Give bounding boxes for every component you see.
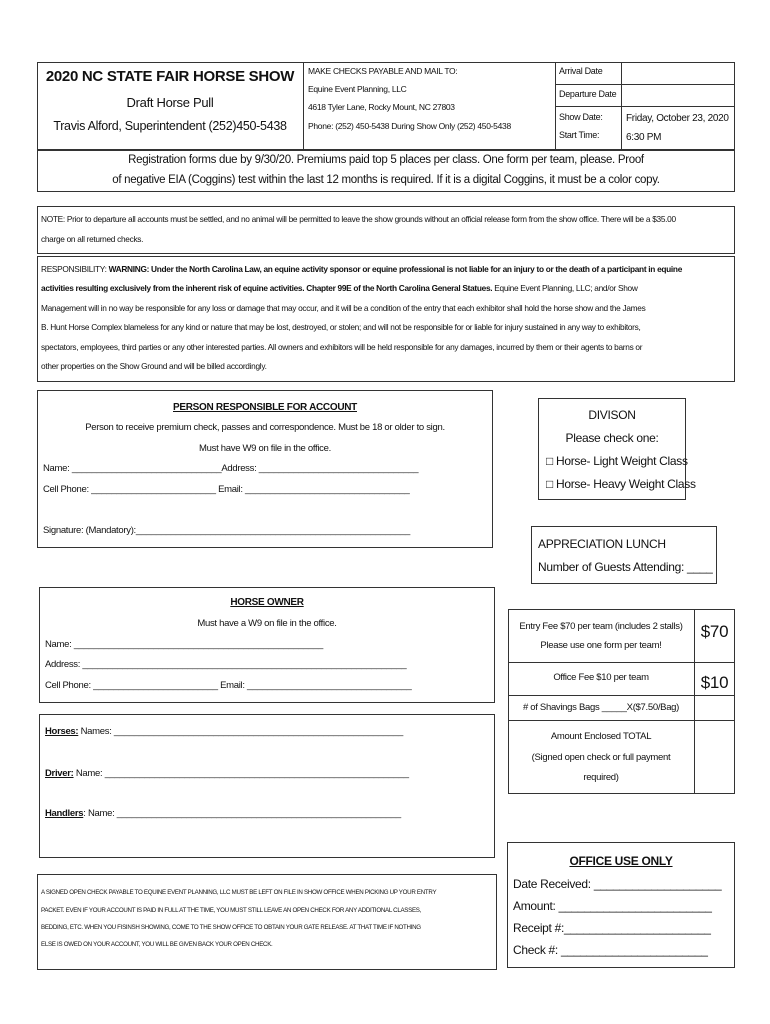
- event-name: Draft Horse Pull: [126, 95, 214, 110]
- page-title: 2020 NC STATE FAIR HORSE SHOW: [45, 68, 295, 85]
- open-check-line-3: BEDDING, ETC. WHEN YOU FISINSH SHOWING, COME TO THE SHOW OFFICE TO OBTAIN YOUR GATE RELEASE. AT THAT TIME IF NOTHING: [41, 924, 421, 931]
- person-responsible-line-2: Must have W9 on file in the office.: [199, 443, 331, 454]
- fees-row-2: [508, 695, 735, 696]
- responsibility-line-6: other properties on the Show Ground and will be billed accordingly.: [41, 361, 267, 371]
- payee: Equine Event Planning, LLC: [308, 84, 407, 94]
- responsibility-line-5: spectators, employees, third parties or any other interested parties. All owners and exhibitors will be held responsible for any damages, incurred by them or their agents to barns or: [41, 342, 643, 352]
- responsibility-line-2-rest: Equine Event Planning, LLC; and/or Show: [492, 283, 638, 293]
- account-signature-field[interactable]: Signature: (Mandatory):_______________________________________________________: [43, 525, 410, 536]
- responsibility-prefix: RESPONSIBILITY:: [41, 264, 109, 274]
- shavings-field[interactable]: # of Shavings Bags _____X($7.50/Bag): [522, 702, 680, 713]
- date-received-field[interactable]: Date Received: ____________________: [513, 877, 722, 891]
- division-light-weight-checkbox[interactable]: □ Horse- Light Weight Class: [546, 454, 688, 468]
- open-check-line-4: ELSE IS OWED ON YOUR ACCOUNT, YOU WILL BE GIVEN BACK YOUR OPEN CHECK.: [41, 941, 273, 948]
- registration-line-1: Registration forms due by 9/30/20. Premiums paid top 5 places per class. One form per team, please. Proof: [128, 154, 644, 166]
- account-phone-email-field[interactable]: Cell Phone: _________________________ Email: _________________________________: [43, 484, 410, 495]
- warning-text-2: activities resulting exclusively from the inherent risk of equine activities. Chapter 99E of the North Carolina General Statues.: [41, 283, 493, 293]
- check-number-field[interactable]: Check #: _______________________: [513, 943, 708, 957]
- amount-field[interactable]: Amount: ________________________: [513, 899, 712, 913]
- departure-date-label: Departure Date: [559, 89, 617, 99]
- horse-owner-w9: Must have a W9 on file in the office.: [197, 618, 337, 629]
- lunch-guests-field[interactable]: Number of Guests Attending: ____: [538, 560, 713, 574]
- total-label-3: required): [583, 772, 619, 783]
- registration-line-2: of negative EIA (Coggins) test within the last 12 months is required. If it is a digital Coggins, it must be a color copy.: [112, 174, 660, 186]
- responsibility-line-3: Management will in no way be responsible for any loss or damage that may occur, and it will be a condition of the entry that each exhibitor shall hold the horse show and the James: [41, 303, 646, 313]
- header-divider-1: [303, 62, 304, 150]
- entry-fee-amount: $70: [700, 622, 729, 641]
- receipt-field[interactable]: Receipt #:_______________________: [513, 921, 711, 935]
- lunch-box: [531, 526, 717, 584]
- payable-heading: MAKE CHECKS PAYABLE AND MAIL TO:: [308, 66, 458, 76]
- person-responsible-heading: PERSON RESPONSIBLE FOR ACCOUNT: [173, 402, 357, 413]
- account-name-address-field[interactable]: Name: ______________________________Address: ________________________________: [43, 463, 419, 474]
- office-fee-label: Office Fee $10 per team: [553, 672, 649, 683]
- driver-name: Name: _____________________________________________________________: [73, 768, 409, 779]
- show-date-label: Show Date:: [559, 112, 603, 122]
- header-row-line-2: [555, 106, 735, 107]
- handlers-label: Handlers: [45, 808, 84, 819]
- fees-row-1: [508, 662, 735, 663]
- division-heavy-weight-checkbox[interactable]: □ Horse- Heavy Weight Class: [546, 477, 696, 491]
- division-prompt: Please check one:: [565, 431, 659, 445]
- horse-owner-heading: HORSE OWNER: [230, 597, 304, 608]
- owner-name-field[interactable]: Name: __________________________________________________: [45, 639, 323, 650]
- entry-fee-label: Entry Fee $70 per team (includes 2 stalls): [519, 621, 683, 632]
- show-date-value: Friday, October 23, 2020: [626, 113, 729, 124]
- handlers-field[interactable]: [45, 808, 401, 819]
- horses-field[interactable]: [45, 726, 403, 737]
- payee-phone: Phone: (252) 450-5438 During Show Only (252) 450-5438: [308, 121, 511, 131]
- total-label-1: Amount Enclosed TOTAL: [550, 731, 652, 742]
- handlers-names: : Name: _________________________________________________________: [83, 808, 401, 819]
- warning-text-1: WARNING: Under the North Carolina Law, an equine activity sponsor or equine professional is not liable for an injury to or the death of a participant in equine: [108, 264, 683, 274]
- driver-label: Driver:: [45, 768, 74, 779]
- entry-fee-note: Please use one form per team!: [540, 640, 662, 651]
- person-responsible-line-1: Person to receive premium check, passes and correspondence. Must be 18 or older to sign.: [85, 422, 445, 433]
- open-check-line-1: A SIGNED OPEN CHECK PAYABLE TO EQUINE EVENT PLANNING, LLC MUST BE LEFT ON FILE IN SHOW OFFICE WHEN PICKING UP YOUR ENTRY: [41, 889, 437, 896]
- note-line-1: NOTE: Prior to departure all accounts must be settled, and no animal will be permitted to leave the show grounds without an official release form from the show office. There will be a $35.00: [41, 214, 676, 224]
- responsibility-line-1: [41, 264, 682, 274]
- start-time-label: Start Time:: [559, 130, 600, 140]
- division-title: DIVISON: [588, 408, 636, 422]
- owner-address-field[interactable]: Address: _________________________________________________________________: [45, 659, 407, 670]
- office-fee-amount: $10: [700, 673, 729, 692]
- open-check-line-2: PACKET. EVEN IF YOUR ACCOUNT IS PAID IN FULL AT THE TIME, YOU MUST STILL LEAVE AN OPEN CHECK FOR ANY ADDITIONAL CLASSES,: [41, 907, 422, 914]
- payee-address: 4618 Tyler Lane, Rocky Mount, NC 27803: [308, 102, 455, 112]
- header-row-line-1: [555, 84, 735, 85]
- lunch-title: APPRECIATION LUNCH: [538, 537, 666, 551]
- driver-field[interactable]: [45, 768, 409, 779]
- superintendent: Travis Alford, Superintendent (252)450-5438: [53, 119, 287, 133]
- responsibility-line-4: B. Hunt Horse Complex blameless for any kind or nature that may be lost, destroyed, or stolen; and will not be responsible for or liable for injury sustained in any way to exhibitors,: [41, 322, 641, 332]
- horses-label: Horses:: [45, 726, 79, 737]
- owner-phone-email-field[interactable]: Cell Phone: _________________________ Email: _________________________________: [45, 680, 412, 691]
- total-amount-field[interactable]: [695, 721, 734, 793]
- arrival-date-label: Arrival Date: [559, 66, 603, 76]
- horses-names: Names: __________________________________________________________: [78, 726, 403, 737]
- note-line-2: charge on all returned checks.: [41, 234, 144, 244]
- total-label-2: (Signed open check or full payment: [531, 752, 671, 763]
- start-time-value: 6:30 PM: [626, 132, 662, 143]
- office-use-heading: OFFICE USE ONLY: [569, 854, 673, 868]
- responsibility-line-2: [41, 283, 638, 293]
